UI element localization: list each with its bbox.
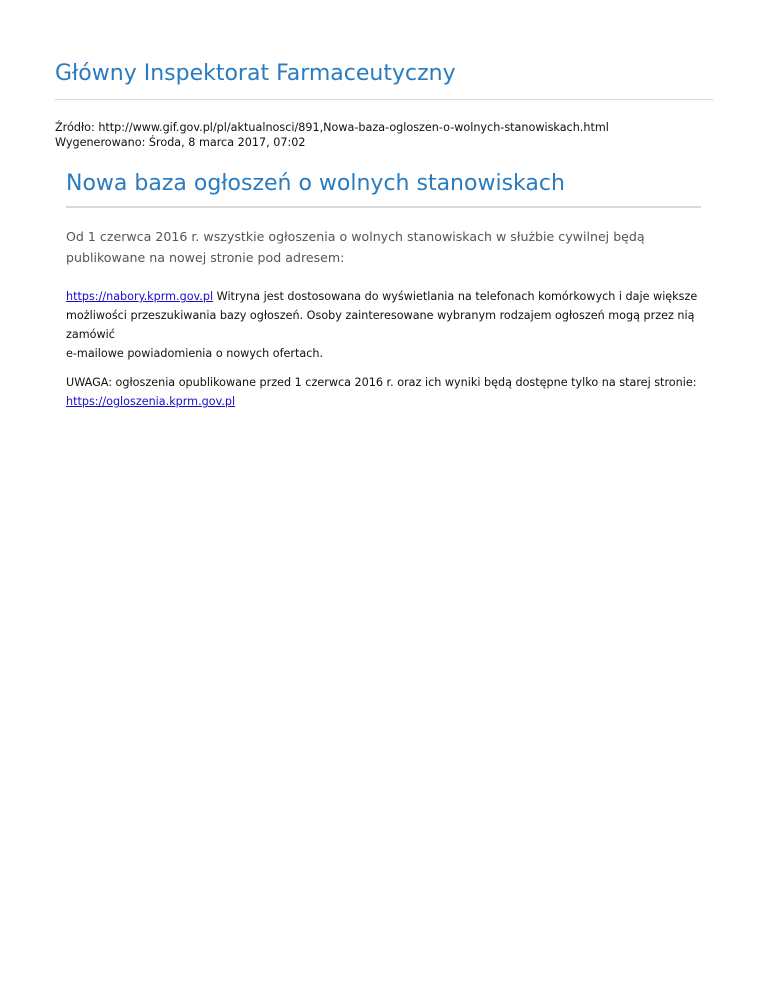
article-lead — [66, 226, 701, 268]
site-title: Główny Inspektorat Farmaceutyczny — [55, 61, 456, 86]
paragraph-1-text: Witryna jest dostosowana do wyświetlania na telefonach komórkowych i daje większe — [213, 290, 698, 303]
nabory-link[interactable]: https://nabory.kprm.gov.pl — [66, 290, 214, 303]
paragraph-1-line-2: możliwości przeszukiwania bazy ogłoszeń. Osoby zainteresowane wybranym rodzajem ogłoszeń mogą przez nią — [66, 309, 695, 322]
lead-line-1: Od 1 czerwca 2016 r. wszystkie ogłoszenia o wolnych stanowiskach w służbie cywilnej będą — [66, 229, 645, 244]
source-line: Źródło: http://www.gif.gov.pl/pl/aktualnosci/891,Nowa-baza-ogloszen-o-wolnych-stanowiskach.html — [55, 121, 609, 134]
print-meta — [55, 120, 609, 150]
header-divider — [55, 99, 713, 100]
article-title-divider — [66, 206, 701, 208]
paragraph-2-text: UWAGA: ogłoszenia opublikowane przed 1 czerwca 2016 r. oraz ich wyniki będą dostępne tylko na starej stronie: — [66, 376, 697, 389]
article-title: Nowa baza ogłoszeń o wolnych stanowiskach — [66, 171, 565, 196]
article-paragraph-2 — [66, 373, 701, 411]
ogloszenia-link[interactable]: https://ogloszenia.kprm.gov.pl — [66, 395, 236, 408]
article-paragraph-1 — [66, 287, 701, 363]
paragraph-1-line-3: zamówić — [66, 328, 115, 341]
paragraph-1-line-4: e-mailowe powiadomienia o nowych ofertach. — [66, 347, 324, 360]
lead-line-2: publikowane na nowej stronie pod adresem: — [66, 250, 345, 265]
article — [66, 168, 701, 411]
generated-line: Wygenerowano: Środa, 8 marca 2017, 07:02 — [55, 136, 306, 149]
